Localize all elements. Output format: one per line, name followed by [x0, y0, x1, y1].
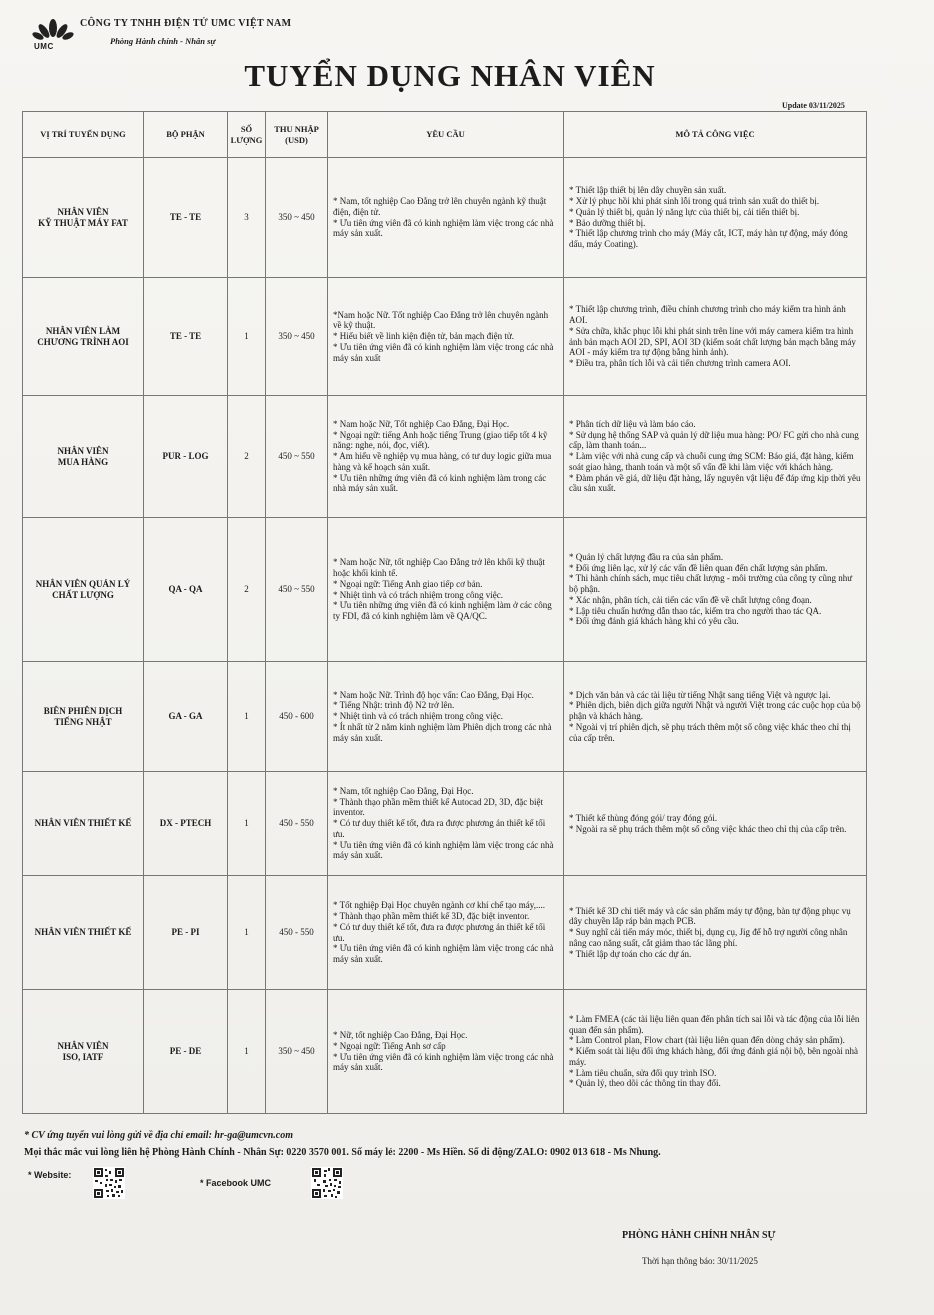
job-description: [564, 518, 867, 662]
description-item: * Thiết kế 3D chi tiết máy và các sản phẩm máy tự động, bàn tự động phục vụ dây chuyền lắp ráp bản mạch PCB.: [569, 905, 851, 927]
requirement-item: *Nam hoặc Nữ. Tốt nghiệp Cao Đẳng trở lên chuyên ngành về kỹ thuật.: [333, 309, 549, 331]
col-description: MÔ TẢ CÔNG VIỆC: [564, 112, 867, 158]
table-row: [23, 876, 867, 990]
job-department: PE - PI: [144, 876, 228, 990]
company-name: CÔNG TY TNHH ĐIỆN TỬ UMC VIỆT NAM: [80, 18, 292, 29]
job-quantity: 1: [228, 990, 266, 1114]
requirement-item: * Nam hoặc Nữ. Trình độ học vấn: Cao Đẳng, Đại Học.: [333, 689, 534, 700]
job-salary: 450 ~ 550: [266, 518, 328, 662]
job-requirements: [328, 772, 564, 876]
description-item: * Suy nghĩ cải tiến máy móc, thiết bị, dụng cụ, Jig để hỗ trợ người công nhân nâng cao năng suất, cắt giảm thao tác lãng phí.: [569, 927, 848, 948]
requirement-item: * Ưu tiên ứng viên đã có kinh nghiệm làm việc trong các nhà máy sản xuất.: [333, 1051, 554, 1073]
description-item: * Thiết lập thiết bị lên dây chuyền sản xuất.: [569, 185, 727, 196]
description-item: * Sử dụng hệ thống SAP và quản lý dữ liệu mua hàng: PO/ FC gửi cho nhà cung cấp, làm thanh toán...: [569, 429, 859, 451]
description-item: * Làm việc với nhà cung cấp và chuỗi cung ứng SCM: Báo giá, đặt hàng, kiểm soát giao hàng, thanh toán và một số vấn đề khi làm việc với khách hàng.: [569, 451, 854, 472]
website-qr-code-icon[interactable]: [93, 1167, 125, 1199]
requirement-item: * Hiểu biết về linh kiện điện tử, bản mạch điện tử.: [333, 331, 514, 342]
facebook-qr-code-icon[interactable]: [311, 1167, 343, 1199]
job-department: DX - PTECH: [144, 772, 228, 876]
job-quantity: 2: [228, 396, 266, 518]
job-position: NHÂN VIÊN KỸ THUẬT MÁY FAT: [23, 158, 144, 278]
contact-line: Mọi thắc mắc vui lòng liên hệ Phòng Hành Chính - Nhân Sự: 0220 3570 001. Số máy lẻ: 2200 - Ms Hiền. Số di động/ZALO: 0902 013 618 - Ms Nhung.: [24, 1147, 661, 1158]
requirement-item: * Ưu tiên ứng viên đã có kinh nghiệm làm việc trong các nhà máy sản xuất.: [333, 839, 554, 861]
job-quantity: 1: [228, 772, 266, 876]
job-requirements: [328, 876, 564, 990]
job-salary: 450 - 550: [266, 772, 328, 876]
job-description: [564, 158, 867, 278]
table-row: [23, 772, 867, 876]
description-item: * Làm tiêu chuẩn, sửa đổi quy trình ISO.: [569, 1067, 717, 1078]
facebook-label: * Facebook UMC: [200, 1178, 272, 1188]
description-item: * Bảo dưỡng thiết bị.: [569, 217, 646, 228]
job-quantity: 1: [228, 876, 266, 990]
requirement-item: * Thành thạo phần mềm thiết kế 3D, đặc biệt inventor.: [333, 910, 530, 921]
description-item: * Kiểm soát tài liệu đối ứng khách hàng, đối ứng đánh giá nội bộ, bên ngoài nhà máy.: [569, 1046, 858, 1067]
description-item: * Phiên dịch, biên dịch giữa người Nhật và người Việt trong các cuộc họp của bộ phận và khách hàng.: [569, 700, 861, 722]
job-position: NHÂN VIÊN MUA HÀNG: [23, 396, 144, 518]
description-item: * Phân tích dữ liệu và làm báo cáo.: [569, 418, 696, 429]
department-subtitle: Phòng Hành chính - Nhân sự: [110, 36, 216, 46]
job-salary: 350 ~ 450: [266, 990, 328, 1114]
description-item: * Đàm phán về giá, dữ liệu đặt hàng, lấy nguyên vật liệu để đáp ứng kịp thời yêu cầu sản xuất.: [569, 472, 861, 494]
table-row: [23, 278, 867, 396]
requirement-item: * Thành thạo phần mềm thiết kế Autocad 2D, 3D, đặc biệt inventor.: [333, 796, 544, 818]
job-description: [564, 990, 867, 1114]
requirement-item: * Ưu tiên ứng viên đã có kinh nghiệm làm việc trong các nhà máy sản xuất.: [333, 217, 554, 239]
description-item: * Quản lý chất lượng đầu ra của sản phẩm.: [569, 551, 724, 562]
col-qty: SỐ LƯỢNG: [228, 112, 266, 158]
requirement-item: * Nam hoặc Nữ, Tốt nghiệp Cao Đẳng, Đại Học.: [333, 418, 510, 429]
description-item: * Sửa chữa, khắc phục lỗi khi phát sinh trên line với máy camera kiểm tra hình ảnh bản mạch AOI 2D, SPI, AOI 3D (kiểm soát chất lượng bản mạch bằng máy AOI - máy kiểm tra tự động bằng hình ảnh).: [569, 325, 856, 358]
description-item: * Làm FMEA (các tài liệu liên quan đến phân tích sai lỗi và tác động của lỗi liên quan đến sản phẩm).: [569, 1013, 860, 1035]
requirement-item: * Tiếng Nhật: trình độ N2 trở lên.: [333, 700, 455, 711]
table-row: [23, 158, 867, 278]
description-item: * Dịch văn bản và các tài liệu từ tiếng Nhật sang tiếng Việt và ngược lại.: [569, 689, 831, 700]
requirement-item: * Ưu tiên những ứng viên đã có kinh nghiệm làm ở các công ty FDI, đã có kinh nghiệm làm về QA/QC.: [333, 600, 552, 622]
job-salary: 450 - 600: [266, 662, 328, 772]
requirement-item: * Ưu tiên ứng viên đã có kinh nghiệm làm việc trong các nhà máy sản xuất: [333, 341, 554, 363]
requirement-item: * Nam, tốt nghiệp Cao Đẳng trở lên chuyên ngành kỹ thuật điện, điện tử.: [333, 195, 547, 217]
job-requirements: [328, 278, 564, 396]
job-position: NHÂN VIÊN THIẾT KẾ: [23, 772, 144, 876]
description-item: * Điều tra, phân tích lỗi và cải tiến chương trình camera AOI.: [569, 358, 791, 369]
description-item: * Quản lý, theo dõi các thông tin thay đổi.: [569, 1078, 721, 1089]
cv-email-line: * CV ứng tuyển vui lòng gửi về địa chỉ email: hr-ga@umcvn.com: [24, 1130, 294, 1141]
job-description: [564, 396, 867, 518]
job-quantity: 3: [228, 158, 266, 278]
requirement-item: * Ít nhất từ 2 năm kinh nghiệm làm Phiên dịch trong các nhà máy sản xuất.: [333, 721, 552, 743]
job-department: GA - GA: [144, 662, 228, 772]
logo-text: UMC: [34, 42, 54, 51]
job-position: NHÂN VIÊN QUẢN LÝ CHẤT LƯỢNG: [23, 518, 144, 662]
requirement-item: * Nhiệt tình và có trách nhiệm trong công việc.: [333, 711, 503, 722]
job-description: [564, 278, 867, 396]
description-item: * Đối ứng đánh giá khách hàng khi có yêu cầu.: [569, 616, 739, 627]
col-dept: BỘ PHẬN: [144, 112, 228, 158]
job-quantity: 2: [228, 518, 266, 662]
requirement-item: * Tốt nghiệp Đại Học chuyên ngành cơ khí chế tạo máy,....: [333, 900, 545, 911]
job-requirements: [328, 662, 564, 772]
description-item: * Xử lý phục hồi khi phát sinh lỗi trong quá trình sản xuất do thiết bị.: [569, 195, 820, 206]
description-item: * Ngoài ra sẽ phụ trách thêm một số công việc khác theo chỉ thị của cấp trên.: [569, 823, 847, 834]
description-item: * Làm Control plan, Flow chart (tài liệu liên quan đến dòng chảy sản phẩm).: [569, 1035, 845, 1046]
table-row: [23, 990, 867, 1114]
requirement-item: * Nhiệt tình và có trách nhiệm trong công việc.: [333, 589, 503, 600]
col-requirements: YÊU CẦU: [328, 112, 564, 158]
requirement-item: * Nam, tốt nghiệp Cao Đẳng, Đại Học.: [333, 785, 474, 796]
requirement-item: * Ưu tiên ứng viên đã có kinh nghiệm làm việc trong các nhà máy sản xuất.: [333, 943, 554, 965]
job-description: [564, 772, 867, 876]
job-requirements: [328, 990, 564, 1114]
description-item: * Đối ứng liên lạc, xử lý các vấn đề liên quan đến chất lượng sản phẩm.: [569, 562, 828, 573]
table-row: [23, 518, 867, 662]
job-description: [564, 876, 867, 990]
job-requirements: [328, 518, 564, 662]
job-quantity: 1: [228, 278, 266, 396]
job-requirements: [328, 396, 564, 518]
job-position: NHÂN VIÊN LÀM CHƯƠNG TRÌNH AOI: [23, 278, 144, 396]
description-item: * Thiết lập chương trình cho máy (Máy cắt, ICT, máy hàn tự động, máy đóng dấu, máy Coating).: [569, 228, 848, 250]
job-department: QA - QA: [144, 518, 228, 662]
job-salary: 350 ~ 450: [266, 278, 328, 396]
col-pay: THU NHẬP (USD): [266, 112, 328, 158]
jobs-table: [22, 111, 867, 1114]
description-item: * Thi hành chính sách, mục tiêu chất lượng - môi trường của công ty cũng như bộ phận.: [569, 573, 853, 595]
website-label: * Website:: [28, 1170, 72, 1180]
requirement-item: * Ngoại ngữ: Tiếng Anh sơ cấp: [333, 1040, 446, 1051]
job-position: NHÂN VIÊN THIẾT KẾ: [23, 876, 144, 990]
signature-department: PHÒNG HÀNH CHÍNH NHÂN SỰ: [622, 1230, 776, 1241]
table-header-row: [23, 112, 867, 158]
notice-deadline: Thời hạn thông báo: 30/11/2025: [642, 1256, 758, 1266]
job-description: [564, 662, 867, 772]
job-salary: 350 ~ 450: [266, 158, 328, 278]
description-item: * Thiết lập chương trình, điều chỉnh chương trình cho máy kiểm tra hình ảnh AOI.: [569, 304, 846, 325]
requirement-item: * Ngoại ngữ: tiếng Anh hoặc tiếng Trung (giao tiếp tốt 4 kỹ năng: nghe, nói, đọc, viết).: [333, 429, 548, 451]
requirement-item: * Ưu tiên những ứng viên đã có kinh nghiệm làm trong các nhà máy sản xuất.: [333, 472, 547, 494]
requirement-item: * Có tư duy thiết kế tốt, đưa ra được phương án thiết kế tối ưu.: [333, 921, 546, 943]
requirement-item: * Am hiểu về nghiệp vụ mua hàng, có tư duy logic giữa mua hàng và kế hoạch sản xuất.: [333, 451, 552, 472]
col-position: VỊ TRÍ TUYỂN DỤNG: [23, 112, 144, 158]
job-position: BIÊN PHIÊN DỊCH TIẾNG NHẬT: [23, 662, 144, 772]
description-item: * Quản lý thiết bị, quản lý năng lực của thiết bị, cải tiến thiết bị.: [569, 206, 800, 217]
description-item: * Thiết kế thùng đóng gói/ tray đóng gói.: [569, 812, 718, 823]
requirement-item: * Ngoại ngữ: Tiếng Anh giao tiếp cơ bản.: [333, 578, 483, 589]
job-department: TE - TE: [144, 158, 228, 278]
description-item: * Xác nhận, phân tích, cải tiến các vấn đề về chất lượng công đoạn.: [569, 594, 812, 605]
requirement-item: * Có tư duy thiết kế tốt, đưa ra được phương án thiết kế tối ưu.: [333, 818, 546, 839]
table-row: [23, 396, 867, 518]
job-department: TE - TE: [144, 278, 228, 396]
update-date: Update 03/11/2025: [782, 101, 845, 110]
requirement-item: * Nữ, tốt nghiệp Cao Đẳng, Đại Học.: [333, 1029, 468, 1040]
requirement-item: * Nam hoặc Nữ, tốt nghiệp Cao Đẳng trở lên khối kỹ thuật hoặc khối kinh tế.: [333, 557, 545, 578]
description-item: * Lập tiêu chuẩn hướng dẫn thao tác, kiểm tra cho người thao tác QA.: [569, 605, 822, 616]
job-department: PE - DE: [144, 990, 228, 1114]
description-item: * Ngoài vị trí phiên dịch, sẽ phụ trách thêm một số công việc khác theo chỉ thị của cấp trên.: [569, 721, 851, 743]
job-requirements: [328, 158, 564, 278]
table-row: [23, 662, 867, 772]
page-title: TUYỂN DỤNG NHÂN VIÊN: [244, 58, 656, 93]
job-quantity: 1: [228, 662, 266, 772]
job-department: PUR - LOG: [144, 396, 228, 518]
job-salary: 450 - 550: [266, 876, 328, 990]
description-item: * Thiết lập dự toán cho các dự án.: [569, 948, 692, 959]
job-position: NHÂN VIÊN ISO, IATF: [23, 990, 144, 1114]
job-salary: 450 ~ 550: [266, 396, 328, 518]
